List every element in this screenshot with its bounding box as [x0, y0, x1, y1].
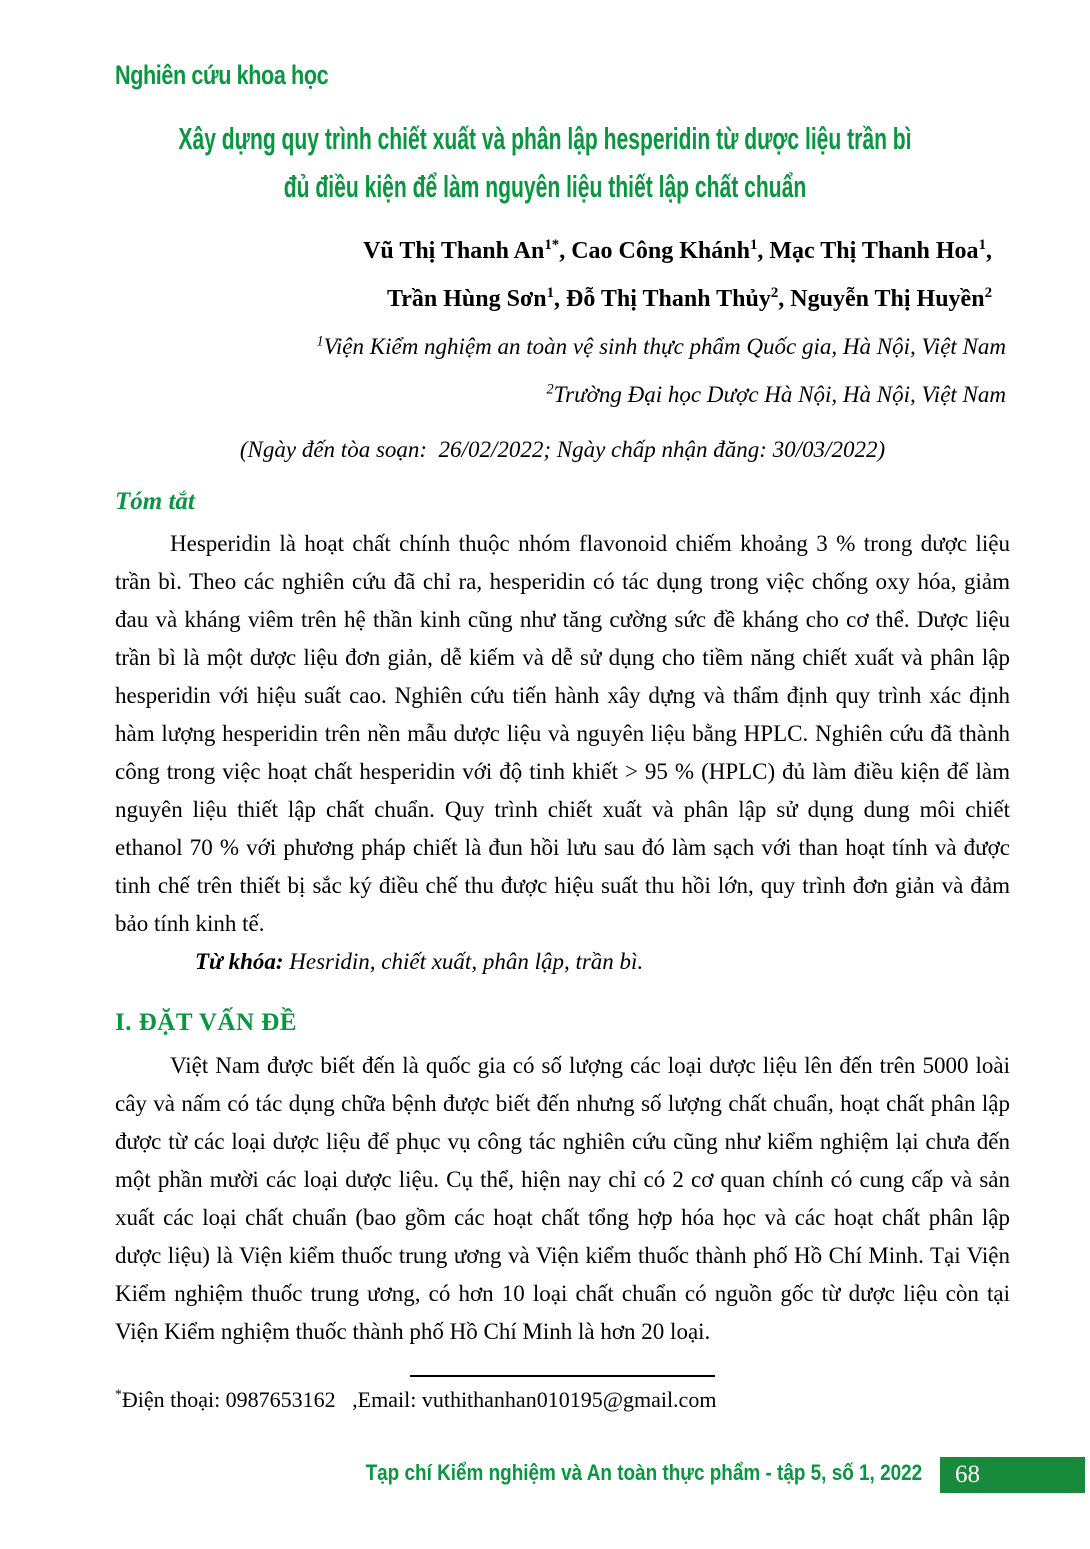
- author-separator: ,: [986, 238, 992, 264]
- affiliation-text: Viện Kiểm nghiệm an toàn vệ sinh thực phẩm Quốc gia, Hà Nội, Việt Nam: [323, 334, 1006, 359]
- author-separator: ,: [778, 286, 791, 312]
- author-affil-mark: 2: [770, 285, 779, 301]
- author-separator: ,: [554, 286, 567, 312]
- author-name: Nguyễn Thị Huyền: [790, 286, 985, 312]
- footnote: [115, 1385, 1010, 1415]
- affiliation-2: [115, 371, 1006, 419]
- affiliation-list: [115, 323, 1010, 419]
- page-footer: [0, 1452, 1090, 1498]
- keywords-text: Hesridin, chiết xuất, phân lập, trần bì.: [283, 949, 644, 974]
- article-title-line1: Xây dựng quy trình chiết xuất và phân lập hesperidin từ dược liệu trần bì: [178, 121, 912, 156]
- affiliation-text: Trường Đại học Dược Hà Nội, Hà Nội, Việt Nam: [553, 382, 1006, 407]
- author-name: Cao Công Khánh: [571, 238, 750, 264]
- keywords-label: Từ khóa:: [195, 949, 284, 974]
- page-content: [115, 227, 1010, 1415]
- abstract-paragraph: Hesperidin là hoạt chất chính thuộc nhóm flavonoid chiếm khoảng 3 % trong dược liệu trần bì. Theo các nghiên cứu đã chỉ ra, hesperidin có tác dụng trong việc chống oxy hóa, giảm đau và kháng viêm trên hệ thần kinh cũng như tăng cường sức đề kháng cho cơ thể. Dược liệu trần bì là một dược liệu đơn giản, dễ kiếm và dễ sử dụng cho tiềm năng chiết xuất và phân lập hesperidin với hiệu suất cao. Nghiên cứu tiến hành xây dựng và thẩm định quy trình xác định hàm lượng hesperidin trên nền mẫu dược liệu và nguyên liệu bằng HPLC. Nghiên cứu đã thành công trong việc hoạt chất hesperidin với độ tinh khiết > 95 % (HPLC) đủ làm điều kiện để làm nguyên liệu thiết lập chất chuẩn. Quy trình chiết xuất và phân lập sử dụng dung môi chiết ethanol 70 % với phương pháp chiết là đun hồi lưu sau đó làm sạch với than hoạt tính và được tinh chế trên thiết bị sắc ký điều chế thu được hiệu suất thu hồi lớn, quy trình đơn giản và đảm bảo tính kinh tế.: [115, 531, 1010, 936]
- author-name: Mạc Thị Thanh Hoa: [769, 238, 979, 264]
- affiliation-mark: 1: [316, 333, 324, 350]
- author-affil-mark: 1: [978, 237, 986, 253]
- journal-section-kicker: Nghiên cứu khoa học: [115, 60, 329, 90]
- author-name: Vũ Thị Thanh An: [363, 238, 545, 264]
- author-list: [115, 227, 1010, 323]
- affiliation-1: [115, 323, 1006, 371]
- footnote-marker: *: [115, 1386, 122, 1402]
- author-line-2: [115, 275, 992, 323]
- page-number-badge: 68: [940, 1457, 1085, 1493]
- author-line-1: [115, 227, 992, 275]
- article-title: [0, 115, 1090, 211]
- keywords-line: [115, 943, 1010, 981]
- author-separator: ,: [559, 238, 572, 264]
- author-affil-mark: 2: [984, 285, 992, 301]
- author-name: Trần Hùng Sơn: [387, 286, 547, 312]
- footnote-divider: [410, 1375, 715, 1377]
- footnote-text: Điện thoại: 0987653162 ,Email: vuthithanhan010195@gmail.com: [121, 1387, 717, 1412]
- journal-name-footer: Tạp chí Kiểm nghiệm và An toàn thực phẩm - tập 5, số 1, 2022: [365, 1460, 922, 1485]
- section-1-heading: I. ĐẶT VẤN ĐỀ: [115, 1009, 298, 1036]
- article-title-line2: đủ điều kiện để làm nguyên liệu thiết lập chất chuẩn: [283, 169, 807, 204]
- author-affil-mark: 1: [546, 285, 555, 301]
- author-name: Đỗ Thị Thanh Thủy: [566, 286, 771, 312]
- author-affil-mark: 1: [749, 237, 758, 253]
- affiliation-mark: 2: [546, 381, 554, 398]
- submission-dates: (Ngày đến tòa soạn: 26/02/2022; Ngày chấp nhận đăng: 30/03/2022): [239, 437, 886, 462]
- author-separator: ,: [757, 238, 770, 264]
- section-1-paragraph: Việt Nam được biết đến là quốc gia có số lượng các loại dược liệu lên đến trên 5000 loài cây và nấm có tác dụng chữa bệnh được biết đến nhưng số lượng chất chuẩn, hoạt chất phân lập được từ các loại dược liệu để phục vụ công tác nghiên cứu cũng như kiểm nghiệm lại chưa đến một phần mười các loại dược liệu. Cụ thể, hiện nay chỉ có 2 cơ quan chính có cung cấp và sản xuất các loại chất chuẩn (bao gồm các hoạt chất tổng hợp hóa học và các hoạt chất phân lập dược liệu) là Viện kiểm thuốc trung ương và Viện kiểm thuốc thành phố Hồ Chí Minh. Tại Viện Kiểm nghiệm thuốc trung ương, có hơn 10 loại chất chuẩn có nguồn gốc từ dược liệu còn tại Viện Kiểm nghiệm thuốc thành phố Hồ Chí Minh là hơn 20 loại.: [115, 1053, 1010, 1344]
- abstract-heading: Tóm tắt: [115, 488, 195, 515]
- author-affil-mark: 1*: [544, 237, 560, 253]
